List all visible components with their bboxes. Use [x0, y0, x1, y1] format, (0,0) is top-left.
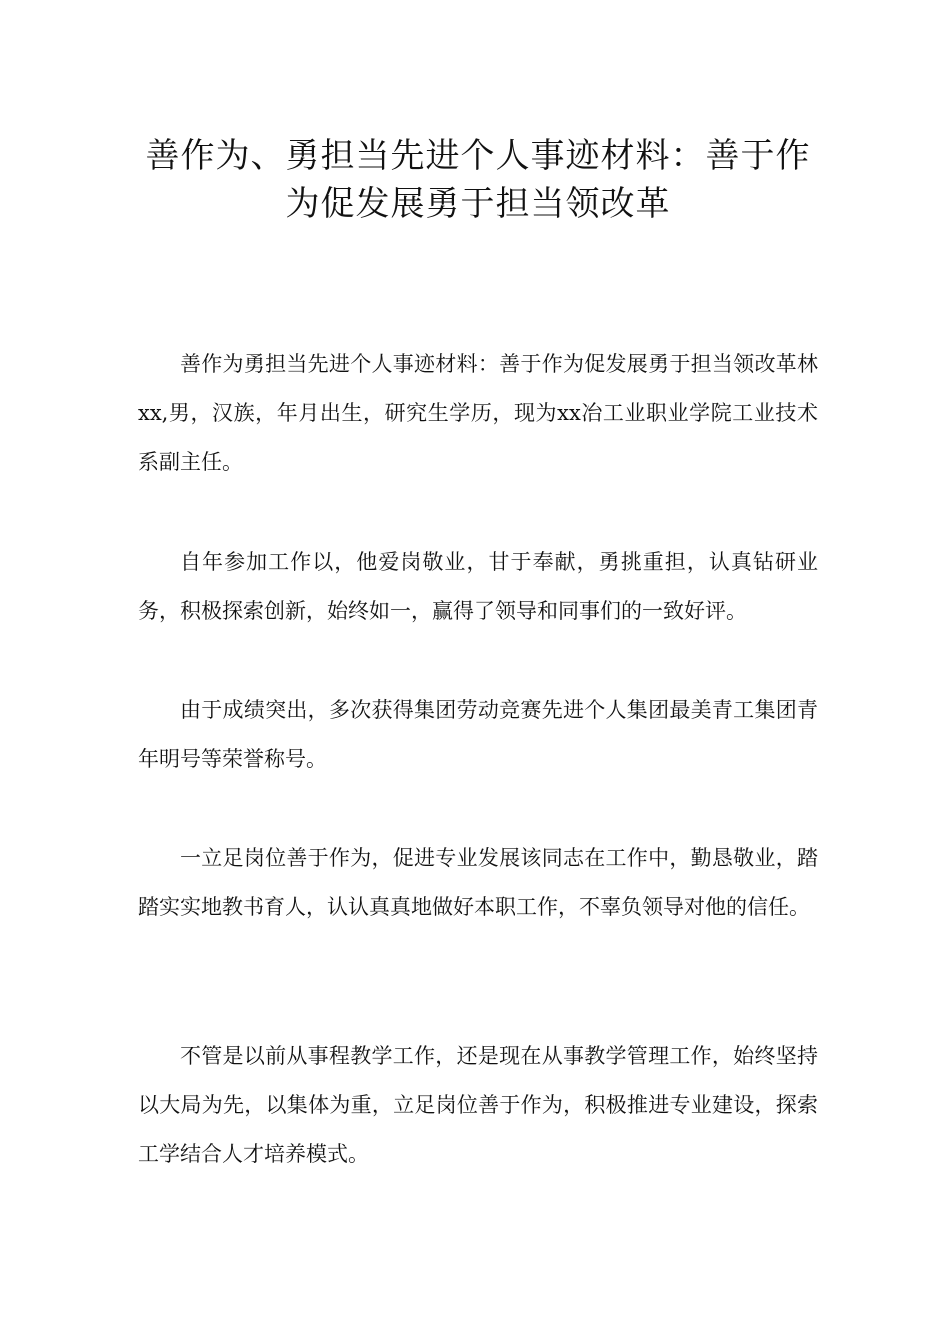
paragraph: 由于成绩突出，多次获得集团劳动竞赛先进个人集团最美青工集团青年明号等荣誉称号。 — [138, 698, 818, 771]
paragraph-1-block — [138, 340, 818, 487]
paragraph: 不管是以前从事程教学工作，还是现在从事教学管理工作，始终坚持以大局为先，以集体为重，立足岗位善于作为，积极推进专业建设，探索工学结合人才培养模式。 — [138, 1044, 818, 1166]
paragraph: 自年参加工作以，他爱岗敬业，甘于奉献，勇挑重担，认真钻研业务，积极探索创新，始终如一，赢得了领导和同事们的一致好评。 — [138, 550, 818, 623]
title-line-2: 为促发展勇于担当领改革 — [285, 184, 671, 224]
paragraph-4-block — [138, 834, 818, 932]
document-title — [138, 132, 818, 228]
paragraph-2-block — [138, 538, 818, 636]
title-line-1: 善作为、勇担当先进个人事迹材料：善于作 — [145, 136, 811, 176]
paragraph: 善作为勇担当先进个人事迹材料：善于作为促发展勇于担当领改革林xx,男，汉族，年月出生，研究生学历，现为xx冶工业职业学院工业技术系副主任。 — [138, 352, 818, 474]
paragraph: 一立足岗位善于作为，促进专业发展该同志在工作中，勤恳敬业，踏踏实实地教书育人，认认真真地做好本职工作，不辜负领导对他的信任。 — [138, 846, 818, 919]
paragraph-5-block — [138, 1032, 818, 1179]
paragraph-3-block — [138, 686, 818, 784]
